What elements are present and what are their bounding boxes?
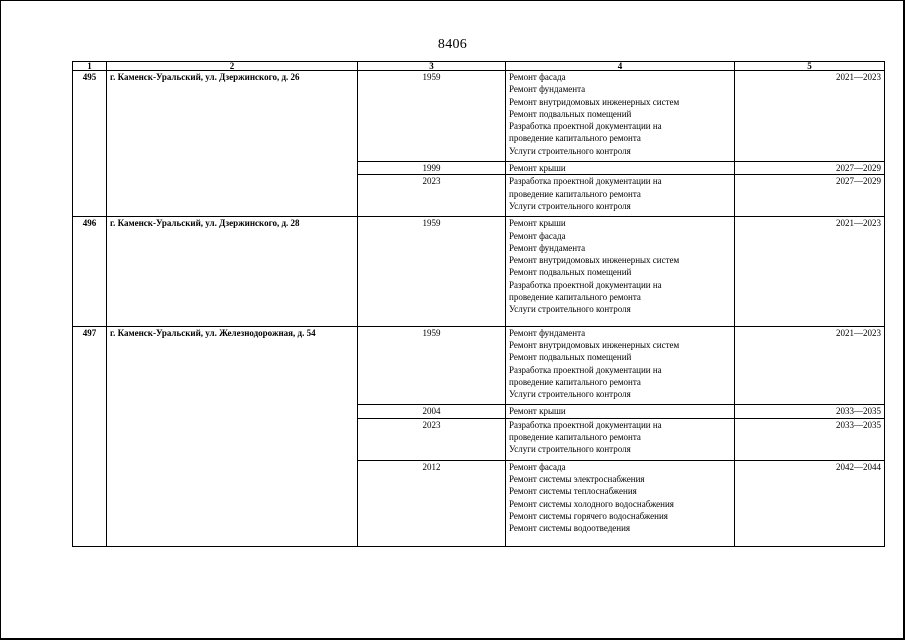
work-item: Услуги строительного контроля [509,304,631,315]
work-item: проведение капитального ремонта [509,376,641,387]
work-item: проведение капитального ремонта [509,188,641,199]
work-item: Разработка проектной документации на [509,419,662,430]
table-body [73,71,885,547]
works-cell [506,175,735,217]
work-item: Ремонт фасада [509,72,566,82]
period-cell: 2033—2035 [735,405,885,418]
column-header: 2 [107,62,358,71]
period-cell: 2021—2023 [735,71,885,162]
header-row [73,62,885,71]
work-item: Ремонт подвальных помещений [509,352,632,363]
works-cell [506,71,735,162]
column-header: 4 [506,62,735,71]
column-header: 5 [735,62,885,71]
table-row [73,217,885,326]
works-cell [506,418,735,460]
year-cell: 2004 [358,405,506,418]
work-item: Ремонт фундамента [509,84,586,95]
year-cell: 2023 [358,175,506,217]
column-header: 3 [358,62,506,71]
works-cell [506,217,735,326]
period-cell: 2021—2023 [735,326,885,405]
work-item: Ремонт фасада [509,461,566,472]
work-item: Ремонт системы горячего водоснабжения [509,510,668,521]
work-item: Ремонт системы водоотведения [509,523,631,534]
work-item: проведение капитального ремонта [509,432,641,443]
work-item: Ремонт крыши [509,163,566,174]
entry-address: г. Каменск-Уральский, ул. Железнодорожная, д. 54 [107,326,358,547]
work-item: Ремонт внутридомовых инженерных систем [509,255,680,266]
year-cell: 1959 [358,71,506,162]
year-cell: 1999 [358,162,506,175]
works-cell [506,405,735,418]
period-cell: 2027—2029 [735,162,885,175]
work-item: Услуги строительного контроля [509,444,631,455]
year-cell: 2023 [358,418,506,460]
entry-number: 496 [73,217,107,326]
works-cell [506,460,735,547]
work-item: Разработка проектной документации на [509,121,662,132]
work-item: Ремонт фасада [509,230,566,241]
work-item: Ремонт системы электроснабжения [509,473,645,484]
work-item: Услуги строительного контроля [509,145,631,156]
period-cell: 2042—2044 [735,460,885,547]
entry-number: 495 [73,71,107,217]
work-item: Ремонт системы холодного водоснабжения [509,498,674,509]
work-item: Ремонт крыши [509,406,566,417]
work-item: Ремонт подвальных помещений [509,108,632,119]
works-cell [506,162,735,175]
work-item: Разработка проектной документации на [509,176,662,187]
year-cell: 2012 [358,460,506,547]
year-cell: 1959 [358,326,506,405]
work-item: проведение капитального ремонта [509,133,641,144]
entry-number: 497 [73,326,107,547]
work-item: проведение капитального ремонта [509,292,641,303]
period-cell: 2021—2023 [735,217,885,326]
work-item: Ремонт фундамента [509,242,586,253]
work-item: Ремонт системы теплоснабжения [509,486,637,497]
entry-address: г. Каменск-Уральский, ул. Дзержинского, д. 26 [107,71,358,217]
work-item: Разработка проектной документации на [509,364,662,375]
work-item: Услуги строительного контроля [509,389,631,400]
table-row [73,71,885,162]
period-cell: 2033—2035 [735,418,885,460]
year-cell: 1959 [358,217,506,326]
work-item: Ремонт фундамента [509,327,586,338]
column-header: 1 [73,62,107,71]
period-cell: 2027—2029 [735,175,885,217]
work-item: Ремонт подвальных помещений [509,267,632,278]
repair-schedule-table [72,61,885,547]
work-item: Разработка проектной документации на [509,279,662,290]
work-item: Ремонт внутридомовых инженерных систем [509,96,680,107]
work-item: Услуги строительного контроля [509,200,631,211]
work-item: Ремонт крыши [509,218,566,229]
works-cell [506,326,735,405]
work-item: Ремонт внутридомовых инженерных систем [509,339,680,350]
page-number: 8406 [437,37,468,52]
table-row [73,326,885,405]
entry-address: г. Каменск-Уральский, ул. Дзержинского, д. 28 [107,217,358,326]
